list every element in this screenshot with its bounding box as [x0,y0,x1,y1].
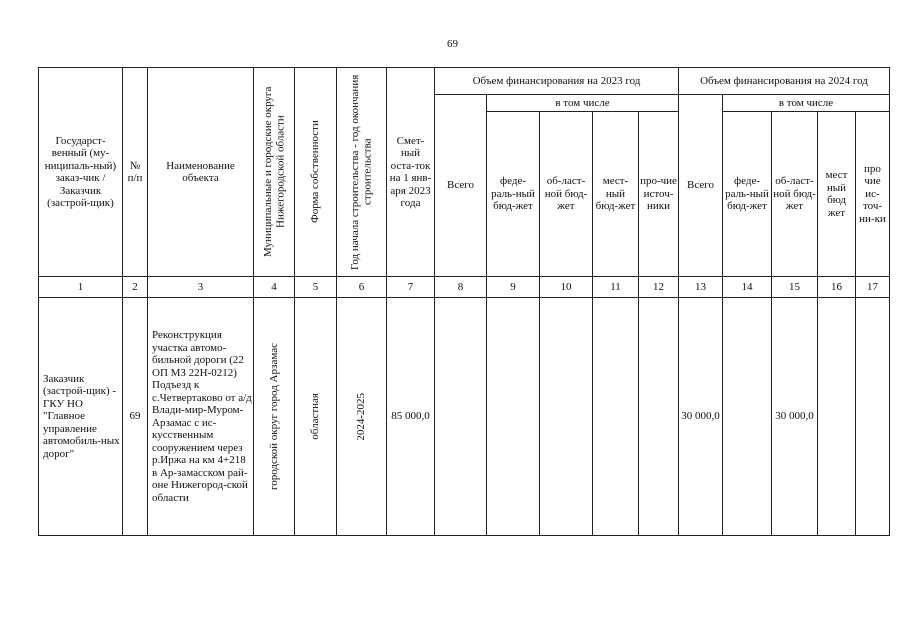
column-number: 2 [123,277,148,298]
header-number: № п/п [123,68,148,277]
cell-municipality-text: городской округ город Арзамас [267,342,280,490]
header-regional-2024: об-ласт-ной бюд-жет [772,112,818,277]
column-number: 4 [254,277,295,298]
cell-other-2024 [856,298,890,536]
financing-table [38,67,890,536]
table-row [39,298,890,536]
header-including-2024: в том числе [723,95,890,112]
cell-federal-2023 [487,298,540,536]
cell-ownership-text: областная [309,393,322,440]
cell-total-2024: 30 000,0 [679,298,723,536]
column-number: 11 [593,277,639,298]
cell-object-name: Реконструкция участка автомо-бильной дороги (22 ОП МЗ 22Н-0212) Подъезд к с.Четвертаково от а/д Влади-мир-Муром-Арзамас с ис-кусственным сооружением через р.Иржа на км 4+218 в Ар-замасском рай-оне Нижегород-ской области [148,298,254,536]
column-number: 16 [818,277,856,298]
header-total-2024: Всего [679,95,723,277]
header-financing-2023: Объем финансирования на 2023 год [435,68,679,95]
header-years-text: Год начала строительства - год окончания строительства [349,74,374,270]
page-number: 69 [447,38,458,50]
cell-total-2023 [435,298,487,536]
column-number: 17 [856,277,890,298]
header-municipality-text: Муниципальные и городские округа Нижегородской области [261,86,286,258]
column-number: 5 [295,277,337,298]
header-regional-2023: об-ласт-ной бюд-жет [540,112,593,277]
cell-local-2023 [593,298,639,536]
column-number: 7 [387,277,435,298]
cell-years-text: 2024-2025 [355,392,368,441]
cell-balance: 85 000,0 [387,298,435,536]
header-ownership-text: Форма собственности [309,120,322,224]
cell-customer: Заказчик (застрой-щик) - ГКУ НО "Главное управление автомобиль-ных дорог" [39,298,123,536]
header-municipality [254,68,295,277]
column-number: 6 [337,277,387,298]
column-number: 12 [639,277,679,298]
header-financing-2024: Объем финансирования на 2024 год [679,68,890,95]
cell-ownership [295,298,337,536]
header-federal-2023: феде-раль-ный бюд-жет [487,112,540,277]
column-number: 15 [772,277,818,298]
column-number: 14 [723,277,772,298]
cell-number: 69 [123,298,148,536]
header-federal-2024: феде-раль-ный бюд-жет [723,112,772,277]
column-number: 9 [487,277,540,298]
column-number: 3 [148,277,254,298]
header-object-name: Наименование объекта [148,68,254,277]
header-years [337,68,387,277]
header-other-2024: про чие ис-точ-ни-ки [856,112,890,277]
header-ownership [295,68,337,277]
cell-regional-2023 [540,298,593,536]
cell-municipality [254,298,295,536]
column-number: 1 [39,277,123,298]
column-number: 13 [679,277,723,298]
cell-local-2024 [818,298,856,536]
column-number: 8 [435,277,487,298]
cell-federal-2024 [723,298,772,536]
header-total-2023: Всего [435,95,487,277]
header-local-2024: мест ный бюд жет [818,112,856,277]
header-local-2023: мест-ный бюд-жет [593,112,639,277]
header-other-2023: про-чие источ-ники [639,112,679,277]
header-customer: Государст-венный (му-ниципаль-ный) заказ-чик / Заказчик (застрой-щик) [39,68,123,277]
header-including-2023: в том числе [487,95,679,112]
cell-other-2023 [639,298,679,536]
column-number: 10 [540,277,593,298]
column-number-row [39,277,890,298]
header-balance: Смет-ный оста-ток на 1 янв-аря 2023 года [387,68,435,277]
cell-regional-2024: 30 000,0 [772,298,818,536]
cell-years [337,298,387,536]
